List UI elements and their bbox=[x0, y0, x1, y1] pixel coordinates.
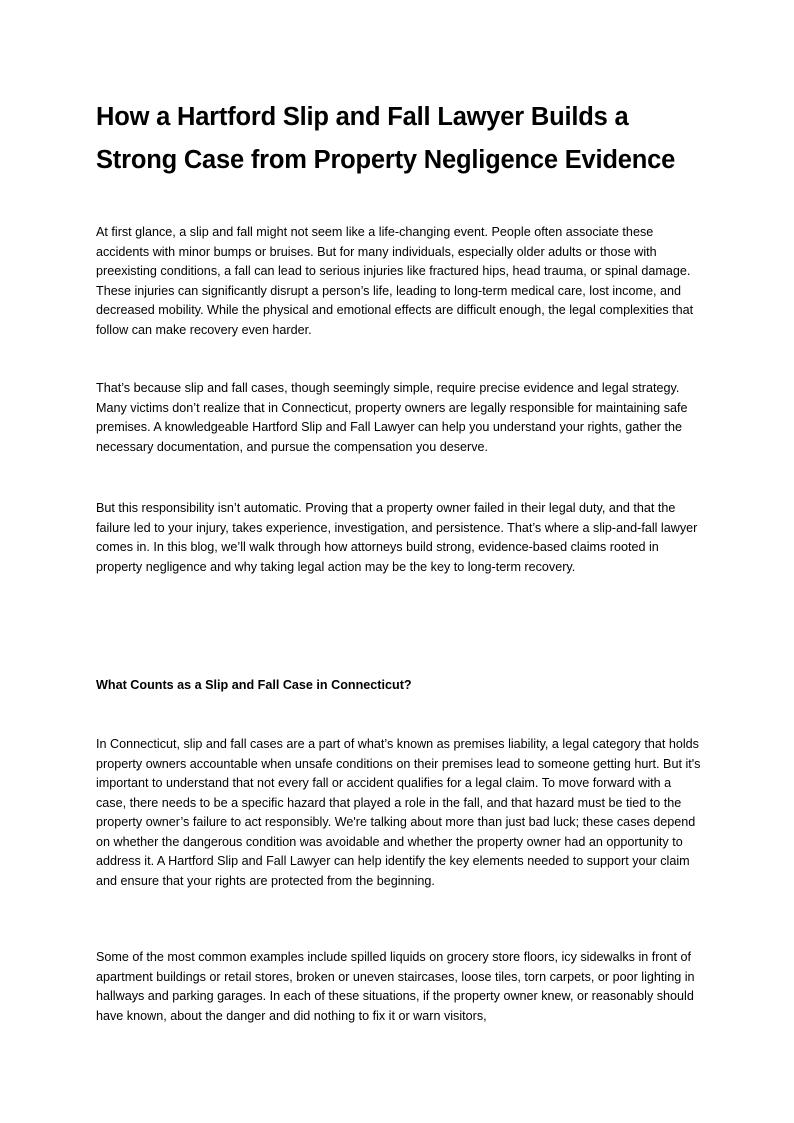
section-paragraph-1: In Connecticut, slip and fall cases are a part of what’s known as premises liability, a legal category that holds property owners accountable when unsafe conditions on their premises lead to someone getting hurt. But it's important to understand that not every fall or accident qualifies for a legal claim. To move forward with a case, there needs to be a specific hazard that played a role in the fall, and that hazard must be tied to the property owner’s failure to act responsibly. We're talking about more than just bad luck; these cases depend on whether the dangerous condition was avoidable and whether the property owner had an opportunity to address it. A Hartford Slip and Fall Lawyer can help identify the key elements needed to support your claim and ensure that your rights are protected from the beginning. bbox=[96, 737, 701, 888]
document-page bbox=[96, 96, 702, 1023]
section-heading: What Counts as a Slip and Fall Case in Connecticut? bbox=[96, 678, 412, 692]
intro-paragraph-2: That’s because slip and fall cases, though seemingly simple, require precise evidence and legal strategy. Many victims don’t realize that in Connecticut, property owners are legally responsible for maintaining safe premises. A knowledgeable Hartford Slip and Fall Lawyer can help you understand your rights, gather the necessary documentation, and pursue the compensation you deserve. bbox=[96, 381, 688, 454]
article-title: How a Hartford Slip and Fall Lawyer Builds a Strong Case from Property Negligence Evidence bbox=[96, 103, 676, 174]
intro-paragraph-3: But this responsibility isn’t automatic. Proving that a property owner failed in their legal duty, and that the failure led to your injury, takes experience, investigation, and persistence. That’s where a slip-and-fall lawyer comes in. In this blog, we’ll walk through how attorneys build strong, evidence-based claims rooted in property negligence and why taking legal action may be the key to long-term recovery. bbox=[96, 501, 698, 574]
section-paragraph-2: Some of the most common examples include spilled liquids on grocery store floors, icy sidewalks in front of apartment buildings or retail stores, broken or uneven staircases, loose tiles, torn carpets, or poor lighting in hallways and parking garages. In each of these situations, if the property owner knew, or reasonably should have known, about the danger and did nothing to fix it or warn visitors, bbox=[96, 950, 695, 1023]
intro-paragraph-1: At first glance, a slip and fall might not seem like a life-changing event. People often associate these accidents with minor bumps or bruises. But for many individuals, especially older adults or those with preexisting conditions, a fall can lead to serious injuries like fractured hips, head trauma, or spinal damage. These injuries can significantly disrupt a person’s life, leading to long-term medical care, lost income, and decreased mobility. While the physical and emotional effects are difficult enough, the legal complexities that follow can make recovery even harder. bbox=[96, 225, 694, 337]
